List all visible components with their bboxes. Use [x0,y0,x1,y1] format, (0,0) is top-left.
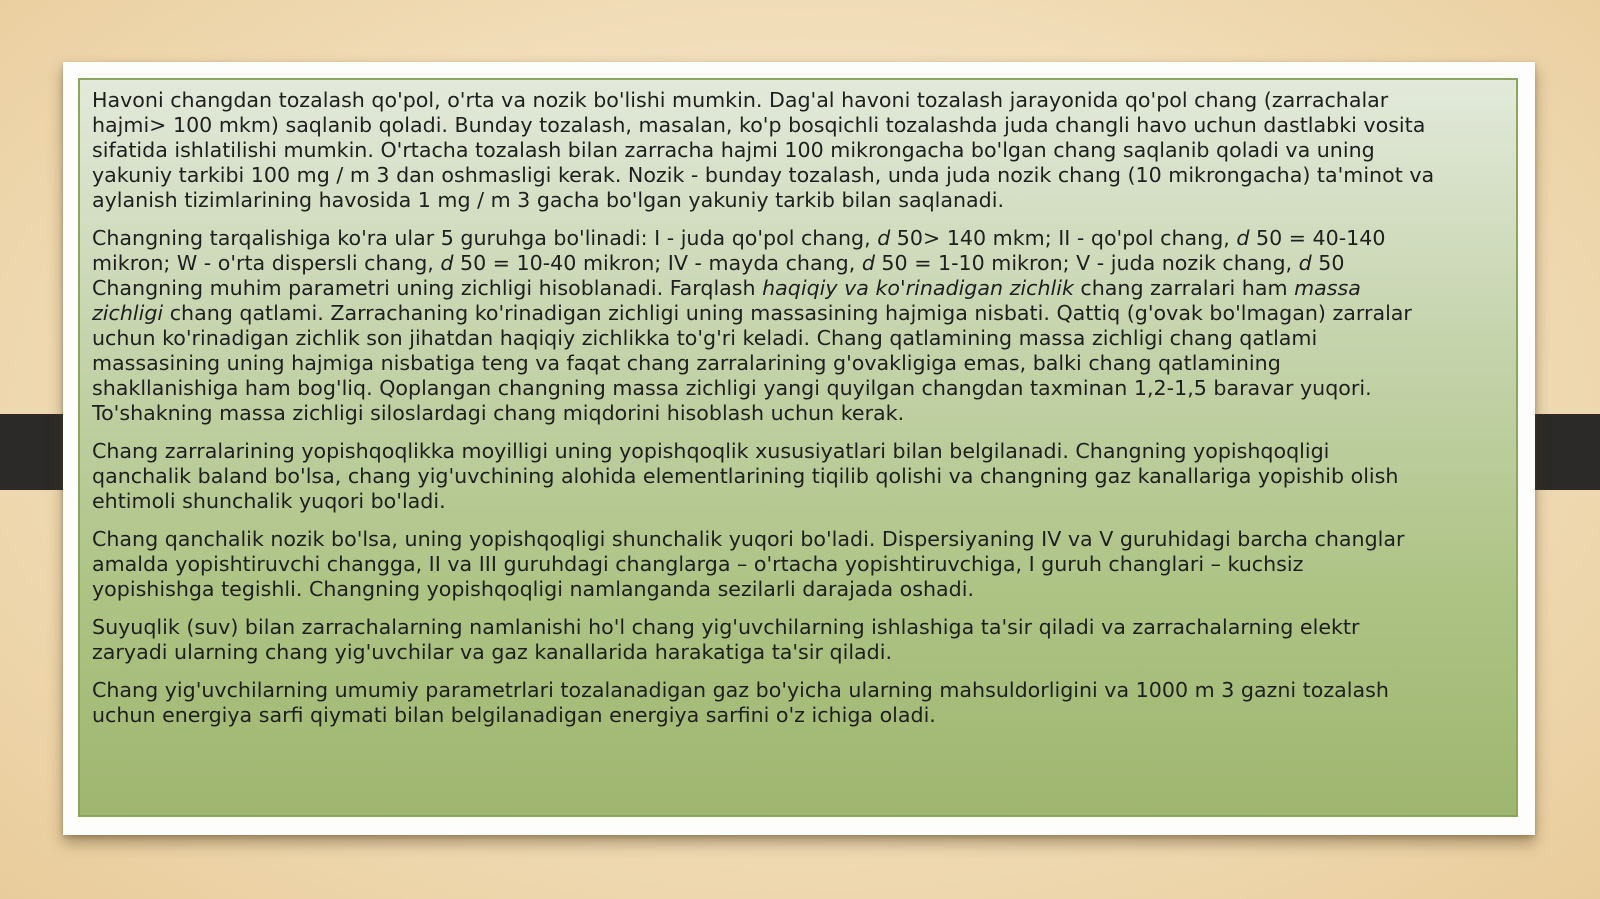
text-run: 50 = 10-40 mikron; IV - mayda chang, [453,251,862,275]
paragraph-adhesion-tendency: Chang zarralarining yopishqoqlikka moyilligi uning yopishqoqlik xususiyatlari bilan belgilanadi. Changning yopishqoqligi qanchalik baland bo'lsa, chang yig'uvchining alohida elementlarining tiqilib qolishi va changning gaz kanallariga yopishib olish ehtimoli shunchalik yuqori bo'ladi. [92,439,1399,513]
text-run: 50 Changning muhim parametri uning zichligi hisoblanadi. Farqlash [92,251,1345,300]
slide-content-box [78,78,1518,817]
paragraph-air-cleaning-levels: Havoni changdan tozalash qo'pol, o'rta va nozik bo'lishi mumkin. Dag'al havoni tozalash jarayonida qo'pol chang (zarrachalar hajmi> 100 mkm) saqlanib qoladi. Bunday tozalash, masalan, ko'p bosqichli tozalashda juda changli havo uchun dastlabki vosita sifatida ishlatilishi mumkin. O'rtacha tozalash bilan zarracha hajmi 100 mikrongacha bo'lgan chang saqlanib qoladi va uning yakuniy tarkibi 100 mg / m 3 dan oshmasligi kerak. Nozik - bunday tozalash, unda juda nozik chang (10 mikrongacha) ta'minot va aylanish tizimlarining havosida 1 mg / m 3 gacha bo'lgan yakuniy tarkib bilan saqlanadi. [92,88,1435,212]
text-run: 50 = 40-140 mikron; W - o'rta dispersli chang, [92,226,1386,275]
text-run: Changning tarqalishiga ko'ra ular 5 guruhga bo'linadi: I - juda qo'pol chang, [92,226,878,250]
italic-symbol-d: d [1236,226,1250,250]
text-run: 50 = 1-10 mikron; V - juda nozik chang, [874,251,1299,275]
italic-symbol-d: d [861,251,875,275]
text-run: 50> 140 mkm; II - qo'pol chang, [890,226,1237,250]
paragraph-fine-dust-adhesion: Chang qanchalik nozik bo'lsa, uning yopishqoqligi shunchalik yuqori bo'ladi. Dispersiyaning IV va V guruhidagi barcha changlar amalda yopishtiruvchi changga, II va III guruhdagi changlarga – o'rtacha yopishtiruvchiga, I guruh changlari – kuchsiz yopishishga tegishli. Changning yopishqoqligi namlanganda sezilarli darajada oshadi. [92,527,1405,601]
text-run: chang zarralari ham [1073,276,1295,300]
slide-frame [63,62,1535,835]
text-run: chang qatlami. Zarrachaning ko'rinadigan zichligi uning massasining hajmiga nisbati. Qattiq (g'ovak bo'lmagan) zarralar uchun ko'rinadigan zichlik son jihatdan haqiqiy zichlikka to'g'ri keladi. Chang qatlamining massa zichligi chang qatlami massasining uning hajmiga nisbatiga teng va faqat chang zarralarining g'ovakligiga emas, balki chang qatlamining shakllanishiga ham bog'liq. Qoplangan changning massa zichligi yangi quyilgan changdan taxminan 1,2-1,5 baravar yuqori. To'shakning massa zichligi siloslardagi chang miqdorini hisoblash uchun kerak. [92,301,1412,425]
italic-term-true-apparent-density: haqiqiy va ko'rinadigan zichlik [762,276,1074,300]
italic-term-mass-density: massa zichligi [92,276,1361,325]
paragraph-wetting-charge: Suyuqlik (suv) bilan zarrachalarning namlanishi ho'l chang yig'uvchilarning ishlashiga ta'sir qiladi va zarrachalarning elektr zaryadi ularning chang yig'uvchilar va gaz kanallarida harakatiga ta'sir qiladi. [92,615,1360,664]
italic-symbol-d: d [877,226,891,250]
paragraph-collector-parameters: Chang yig'uvchilarning umumiy parametrlari tozalanadigan gaz bo'yicha ularning mahsuldorligini va 1000 m 3 gazni tozalash uchun energiya sarfi qiymati bilan belgilanadigan energiya sarfini o'z ichiga oladi. [92,678,1389,727]
italic-symbol-d: d [440,251,454,275]
paragraph-dust-groups-density [92,226,1504,426]
italic-symbol-d: d [1298,251,1312,275]
